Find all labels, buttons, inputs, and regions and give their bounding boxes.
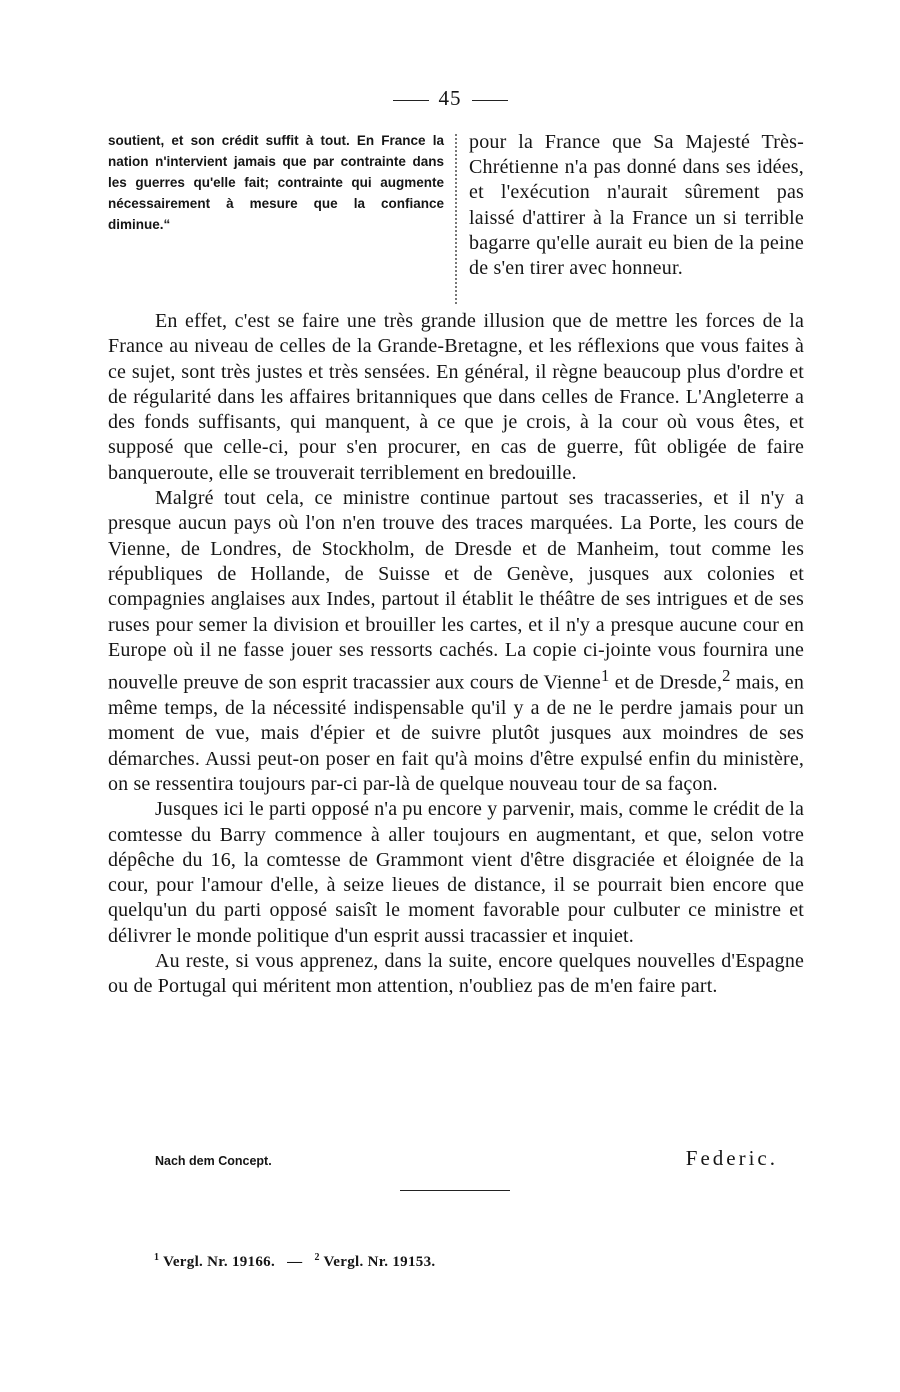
paragraph-2-text-a: Malgré tout cela, ce ministre continue partout ses tracasseries, et il n'y a presque aucun pays où l'on n'en trouve des traces marquées. La Porte, les cours de Vienne, de Londres, de Stockholm, de Dresde et de Manheim, tout comme les républiques de Hollande, de Suisse et de Genève, jusques aux colonies et compagnies anglaises aux Indes, partout il établit le théâtre de ses intrigues et de ses ruses pour semer la division et brouiller les cartes, et il n'y a presque aucune cour en Europe où il ne fasse jouer ses ressorts cachés. La copie ci-jointe vous fournira une nouvelle preuve de son esprit tracassier aux cours de Vienne: [108, 487, 804, 694]
footnote-separator: —: [287, 1254, 303, 1270]
page-number: 45: [438, 86, 462, 110]
footnote-2: Vergl. Nr. 19153.: [323, 1254, 436, 1270]
header-dash-left: [393, 100, 429, 101]
paragraph-2-text-c: mais, en même temps, de la nécessité indispensable qu'il y a de ne le perdre jamais pour un moment de vue, mais d'épier et de suivre plutôt jusques aux moindres de ses démarches. Aussi peut-on poser en fait qu'à moins d'être expulsé enfin du ministère, on se ressentira toujours par-ci par-là de quelque nouveau tour de sa façon.: [108, 671, 804, 795]
footnote-ref-2: 2: [722, 666, 731, 686]
left-column-quote: soutient, et son crédit suffit à tout. En France la nation n'intervient jamais que par contrainte dans les guerres qu'elle fait; contrainte qui augmente nécessairement à mesure que la confiance diminue.“: [108, 133, 444, 232]
concept-note: Nach dem Concept.: [155, 1154, 272, 1168]
paragraph-2-text-b: et de Dresde,: [609, 671, 723, 694]
signature: Federic.: [685, 1146, 778, 1170]
paragraph-2: [108, 486, 804, 797]
column-divider: [455, 134, 457, 304]
main-body: [108, 309, 804, 1000]
two-column-section: [108, 130, 804, 308]
footnote-rule: [400, 1190, 510, 1191]
header-dash-right: [472, 100, 508, 101]
footnote-mark-1: 1: [154, 1252, 160, 1263]
paragraph-3: Jusques ici le parti opposé n'a pu encore y parvenir, mais, comme le crédit de la comtesse du Barry commence à aller toujours en augmentant, et que, selon votre dépêche du 16, la comtesse de Grammont vient d'être disgraciée et éloignée de la cour, pour l'amour d'elle, à seize lieues de distance, il se pourrait bien encore que quelqu'un du parti opposé saisît le moment favorable pour culbuter ce ministre et délivrer le monde politique d'un esprit aussi tracassier et inquiet.: [108, 798, 804, 947]
page-header: [0, 86, 900, 111]
footnote-1: Vergl. Nr. 19166.: [163, 1254, 275, 1270]
paragraph-1: En effet, c'est se faire une très grande illusion que de mettre les forces de la France au niveau de celles de la Grande-Bretagne, et les réflexions que vous faites à ce sujet, sont très justes et très sensées. En général, il règne beaucoup plus d'ordre et de régularité dans les affaires britanniques que dans celles de France. L'Angleterre a des fonds suffisants, qui manquent, à ce que je crois, à la cour où vous êtes, et supposé que celle-ci, pour s'en procurer, en cas de guerre, fût obligée de faire banqueroute, elle se trouverait terriblement en bredouille.: [108, 310, 804, 484]
footnote-mark-2: 2: [314, 1252, 320, 1263]
right-column-text: pour la France que Sa Majesté Très-Chrétienne n'a pas donné dans ses idées, et l'exécution n'aurait sûrement pas laissé d'attirer à la France un si terrible bagarre qu'elle aurait eu bien de la peine de s'en tirer avec honneur.: [469, 131, 804, 280]
paragraph-4: Au reste, si vous apprenez, dans la suite, encore quelques nouvelles d'Espagne ou de Portugal qui méritent mon attention, n'oubliez pas de m'en faire part.: [108, 950, 804, 998]
footnote-ref-1: 1: [600, 666, 610, 686]
footnotes: [154, 1252, 435, 1271]
signoff-row: [108, 1146, 804, 1176]
